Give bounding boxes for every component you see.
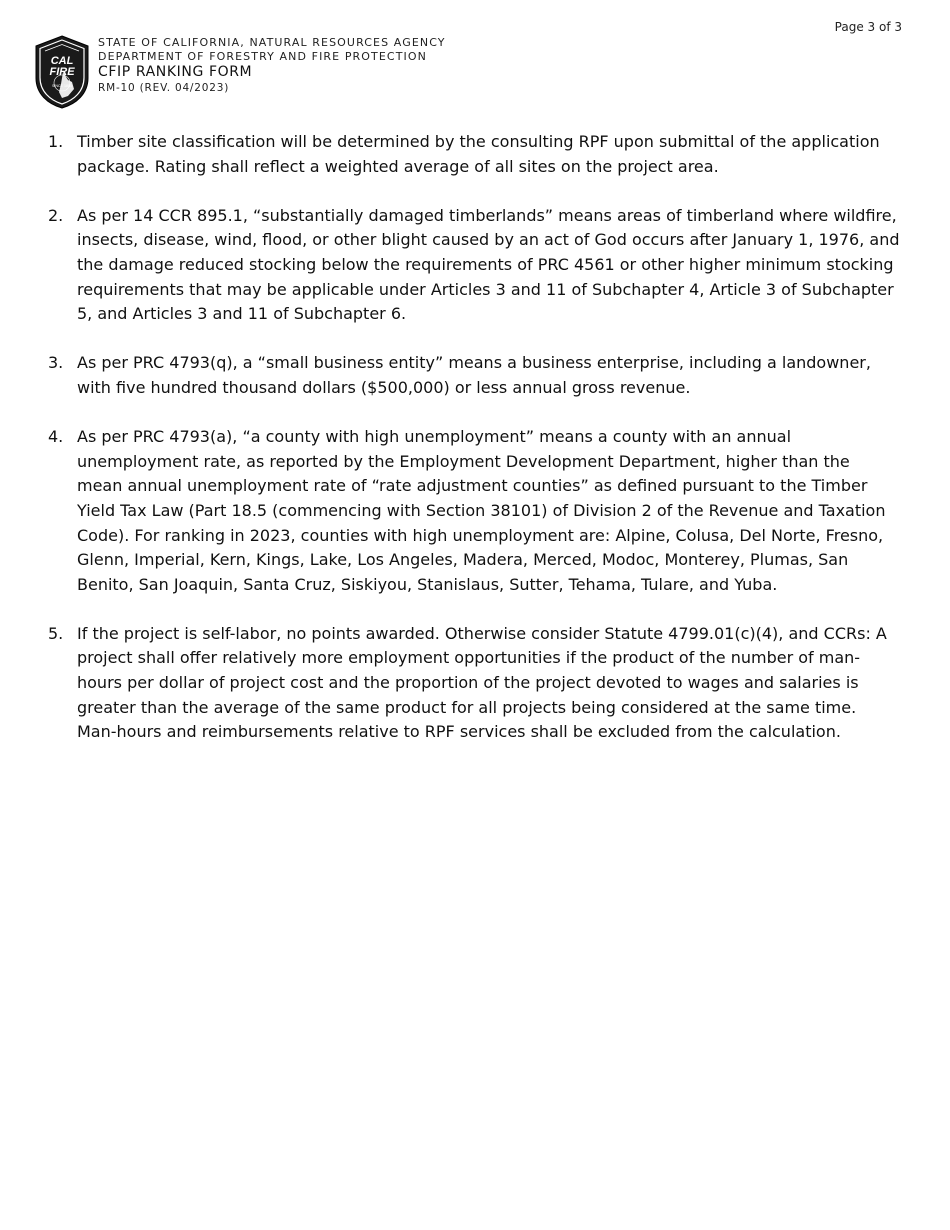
note-number: 4. [48, 427, 64, 447]
note-item [48, 351, 900, 400]
page-number: Page 3 of 3 [834, 20, 902, 34]
note-item [48, 204, 900, 327]
note-text: As per 14 CCR 895.1, “substantially damaged timberlands” means areas of timberland where wildfire, insects, disease, wind, flood, or other blight caused by an act of God occurs after January 1, 1976, and the damage reduced stocking below the requirements of PRC 4561 or other higher minimum stocking requirements that may be applicable under Articles 3 and 11 of Subchapter 4, Article 3 of Subchapter 5, and Articles 3 and 11 of Subchapter 6. [77, 205, 900, 324]
cal-fire-seal-icon [32, 34, 92, 110]
logo-text-top: CAL [50, 55, 74, 67]
department-name: DEPARTMENT OF FORESTRY AND FIRE PROTECTION [98, 50, 427, 63]
note-number: 1. [48, 132, 64, 151]
header-text-block [98, 34, 446, 95]
note-number: 2. [48, 205, 64, 225]
note-text: If the project is self-labor, no points awarded. Otherwise consider Statute 4799.01(c)(4), and CCRs: A project shall offer relatively more employment opportunities if the product of the number of man-hours per dollar of project cost and the proportion of the project devoted to wages and salaries is greater than the average of the same product for all projects being considered at the same time. Man-hours and reimbursements relative to RPF services shall be excluded from the calculation. [77, 623, 887, 742]
form-title: CFIP RANKING FORM [98, 64, 253, 80]
note-item [48, 425, 900, 597]
agency-name: STATE OF CALIFORNIA, NATURAL RESOURCES AGENCY [98, 36, 446, 49]
form-revision: RM-10 (REV. 04/2023) [98, 82, 230, 94]
logo-text-since: SINCE 1885 [52, 84, 72, 88]
note-number: 5. [48, 623, 64, 643]
note-text: As per PRC 4793(a), “a county with high unemployment” means a county with an annual unemployment rate, as reported by the Employment Development Department, higher than the mean annual unemployment rate of “rate adjustment counties” as defined pursuant to the Timber Yield Tax Law (Part 18.5 (commencing with Section 38101) of Division 2 of the Revenue and Taxation Code). For ranking in 2023, counties with high unemployment are: Alpine, Colusa, Del Norte, Fresno, Glenn, Imperial, Kern, Kings, Lake, Los Angeles, Madera, Merced, Modoc, Monterey, Plumas, San Benito, San Joaquin, Santa Cruz, Siskiyou, Stanislaus, Sutter, Tehama, Tulare, and Yuba. [77, 427, 886, 594]
form-header [32, 34, 446, 110]
note-text: As per PRC 4793(q), a “small business entity” means a business enterprise, including a landowner, with five hundred thousand dollars ($500,000) or less annual gross revenue. [77, 353, 871, 397]
note-item [48, 622, 900, 745]
note-number: 3. [48, 353, 64, 373]
logo-text-bottom: FIRE [49, 66, 75, 78]
notes-list [48, 130, 900, 769]
note-text: Timber site classification will be determined by the consulting RPF upon submittal of the application package. Rating shall reflect a weighted average of all sites on the project area. [77, 132, 880, 176]
note-item [48, 130, 900, 179]
